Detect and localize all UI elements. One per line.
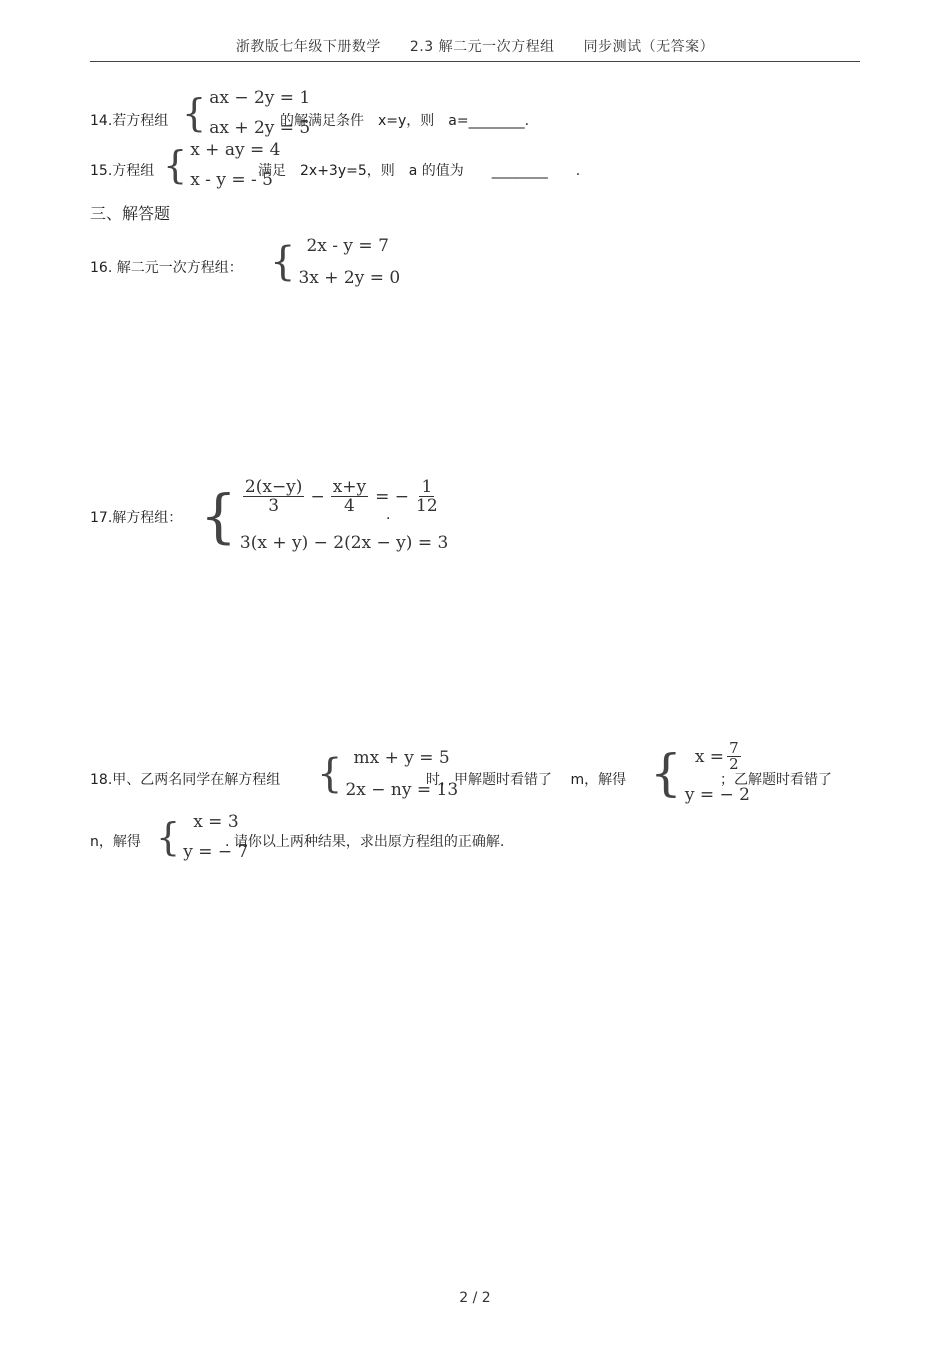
q17-system — [200, 478, 448, 553]
page-number: 2 / 2 — [459, 1290, 491, 1306]
q16-eq1: 2x - y = 7 — [306, 236, 389, 256]
q16-brace: { — [270, 239, 296, 285]
q18-brace: { — [317, 751, 343, 797]
q16-eq2: 3x + 2y = 0 — [298, 268, 401, 288]
q17-minus: − — [310, 486, 325, 507]
q17-frac1 — [243, 478, 305, 515]
q14-eq1: ax − 2y = 1 — [209, 88, 311, 108]
q15-suffix: 满足 2x+3y=5，则 a 的值为 ________ . — [258, 163, 581, 179]
q18-eq1: mx + y = 5 — [353, 748, 450, 768]
q18-solution-a-frac — [727, 741, 741, 772]
header-divider — [90, 61, 860, 62]
q17-frac2-den: 4 — [343, 496, 355, 516]
q18-line2-prefix: n，解得 — [90, 834, 141, 850]
q17-eq2: 3(x + y) − 2(2x − y) = 3 — [239, 533, 449, 553]
q17-brace: { — [200, 481, 237, 550]
q17-prefix: 17.解方程组： — [90, 510, 183, 526]
q16-prefix: 16. 解二元一次方程组： — [90, 260, 243, 276]
q17-frac2 — [331, 478, 368, 515]
q17-frac3-den: 12 — [416, 496, 438, 516]
q18-solution-a-x — [685, 741, 750, 772]
q18-solution-b-brace: { — [156, 815, 181, 859]
q15-eq1: x + ay = 4 — [190, 140, 281, 160]
q17-frac3 — [416, 478, 438, 515]
q18-solution-a-frac-num: 7 — [729, 739, 739, 757]
q17-frac3-num: 1 — [421, 477, 433, 497]
q14-eq2: ax + 2y = 5 — [209, 118, 311, 138]
q14-brace: { — [182, 91, 207, 135]
q15-brace: { — [163, 143, 188, 187]
q18-solution-b-y: y = − 7 — [183, 842, 249, 862]
q18-eq2: 2x − ny = 13 — [345, 780, 459, 800]
q14-suffix: 的解满足条件 x=y，则 a=________. — [280, 113, 530, 129]
q18-solution-a-y: y = − 2 — [684, 785, 750, 805]
q18-solution-a-frac-den: 2 — [729, 755, 739, 773]
page-header-title: 浙教版七年级下册数学 2.3 解二元一次方程组 同步测试（无答案） — [235, 39, 715, 55]
q18-prefix: 18.甲、乙两名同学在解方程组 — [90, 772, 281, 788]
q17-equals: = − — [375, 486, 410, 507]
q16-system — [270, 236, 400, 288]
q18-solution-a-x-lhs: x = — [694, 746, 725, 767]
q17-frac2-num: x+y — [332, 477, 367, 497]
q17-frac1-den: 3 — [268, 496, 280, 516]
q18-middle: 时，甲解题时看错了 m，解得 — [426, 772, 627, 788]
q15-prefix: 15.方程组 — [90, 163, 155, 179]
q17-end: . — [386, 507, 391, 523]
q17-eq1 — [240, 478, 448, 515]
q18-line2-suffix: . 请你以上两种结果，求出原方程组的正确解. — [225, 834, 505, 850]
q18-solution-b-x: x = 3 — [193, 812, 239, 832]
section-title-solve: 三、解答题 — [90, 204, 171, 223]
q15-eq2: x - y = - 5 — [190, 170, 273, 190]
q18-solution-a-brace: { — [650, 744, 682, 802]
q17-frac1-num: 2(x−y) — [244, 477, 303, 497]
q14-prefix: 14.若方程组 — [90, 113, 169, 129]
q18-middle2: ；乙解题时看错了 — [720, 772, 832, 788]
